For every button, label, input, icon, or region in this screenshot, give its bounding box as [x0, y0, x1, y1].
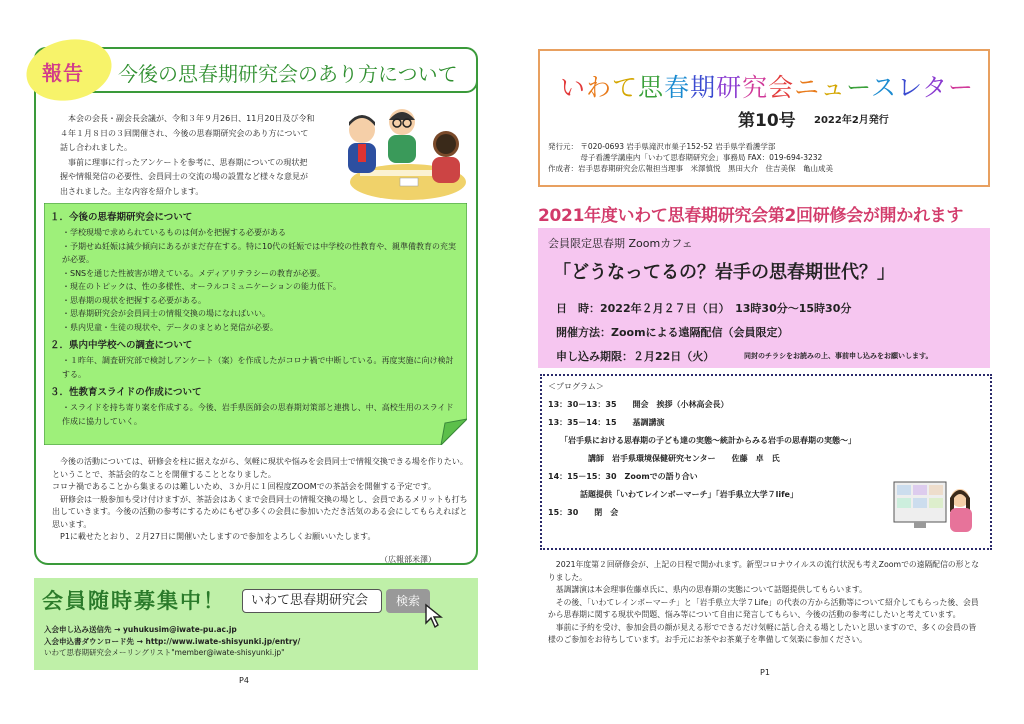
- intro-paragraph-2: 事前に理事に行ったアンケートを参考に、思春期についての現状把握や情報発信の必要性、会員同士の交流の場の設置など様々な意見が出されました。主な内容を紹介します。: [60, 157, 308, 196]
- recruit-email-line: 入会申し込み送信先 → yuhukusim@iwate-pu.ac.jp: [44, 625, 237, 634]
- recruit-title: 会員随時募集中！: [42, 589, 226, 613]
- description-paragraph: その後、「いわてレインボーマーチ」と「岩手県立大学７Life」の代表の方から活動等について紹介してもらった後、会員から思春期に関する現状や問題、悩み等について自由に発言してもらい、今後の活動の参考にしたいと考えています。: [548, 597, 979, 619]
- zoom-cafe-label: 会員限定思春期 Zoomカフェ: [548, 237, 693, 250]
- conclusion-paragraph: コロナ禍であることから集まるのは難しいため、３か月に１回程度ZOOMでの茶話会を開催する予定です。: [52, 482, 437, 491]
- report-signature: （広報部米澤）: [380, 555, 436, 564]
- newsletter-title: [560, 68, 974, 104]
- section-1-item: ・学校現場で求められているものは何かを把握する必要がある: [62, 228, 286, 237]
- program-item: 13：30－13：35 開会 挨拶（小林高会長）: [548, 400, 729, 409]
- program-item: 講師 岩手県環境保健研究センター 佐藤 卓 氏: [548, 454, 780, 463]
- section-1-item: ・予期せぬ妊娠は減少傾向にあるがまだ存在する。特に10代の妊娠では中学校の性教育や、親準備教育の充実が必要。: [62, 241, 457, 264]
- program-list: [548, 378, 856, 522]
- page-number-right: P1: [760, 668, 770, 677]
- intro-paragraph-1: 本会の会長・副会長会議が、令和３年９月26日、11月20日及び令和４年１月８日の３回開催され、今後の思春期研究会のあり方について話し合われました。: [60, 114, 315, 152]
- recruit-info: [44, 624, 464, 659]
- section-1-item: ・思春期研究会が会員同士の情報交換の場になればいい。: [62, 309, 270, 318]
- issue-date: 2022年2月発行: [814, 115, 889, 126]
- program-item: 15：30 閉 会: [548, 508, 619, 517]
- event-theme: 「どうなってるの？岩手の思春期世代？」: [553, 262, 895, 283]
- page-number-left: P4: [239, 676, 249, 685]
- program-item: 「岩手県における思春期の子ども達の実態～統計からみる岩手の思春期の実態～」: [548, 436, 856, 445]
- search-button: 検索: [386, 589, 430, 613]
- zoom-meeting-illustration: [892, 478, 976, 538]
- issue-number: 第10号: [738, 111, 796, 131]
- event-datetime: 日 時：2022年２月２７日（日） 13時30分～15時30分: [556, 302, 852, 315]
- meeting-heading: 2021年度いわて思春期研究会第2回研修会が開かれます: [538, 206, 964, 226]
- recruit-download-line: 入会申込書ダウンロード先 → http://www.iwate-shisyunki.jp/entry/: [44, 636, 301, 646]
- recruit-mailinglist-line: いわて思春期研究会メーリングリスト"member@iwate-shisyunki.jp": [44, 648, 285, 657]
- conclusion-paragraph: 今後の活動については、研修会を柱に据えながら、気軽に現状や悩みを会員同士で情報交換できる場を作りたい。ということで、茶話会的なことを開催することとなりました。: [52, 457, 468, 479]
- meeting-people-illustration: [330, 100, 472, 208]
- event-method: 開催方法：Zoomによる遠隔配信（会員限定）: [556, 326, 789, 339]
- report-intro: [60, 112, 315, 199]
- program-title: ＜プログラム＞: [548, 382, 604, 391]
- section-3-item: ・スライドを持ち寄り案を作成する。今後、岩手県医師会の思春期対策部と連携し、中、高校生用のスライド作成に協力していく。: [62, 403, 454, 426]
- report-conclusion: [52, 456, 470, 544]
- event-deadline-note: 同封のチラシをお読みの上、事前申し込みをお願いします。: [744, 352, 933, 360]
- report-badge-text: 報告: [42, 61, 84, 85]
- newsletter-title-text: いわて思春期研究会ニュースレター: [560, 73, 974, 102]
- event-description: [548, 559, 984, 647]
- section-3-title: ３．性教育スライドの作成について: [50, 387, 202, 398]
- description-paragraph: 事前に予約を受け、参加会員の顔が見える形でできるだけ気軽に話し合える場としたいと思いますので、多くの会員の皆様のご参加をお待ちしています。お手元にお茶やお茶菓子を準備して気楽に参加ください。: [548, 622, 977, 644]
- publisher-line: 発行元： 〒020-0693 岩手県滝沢市巣子152-52 岩手県学看護学部: [548, 142, 776, 151]
- section-1-item: ・現在のトピックは、性の多様性、オーラルコミュニケーションの能力低下。: [62, 282, 341, 291]
- summary-section-1: [50, 210, 460, 428]
- section-1-item: ・県内児童・生徒の現状や、データのまとめと発信が必要。: [62, 322, 278, 332]
- program-item: 14：15－15：30 Zoomでの語り合い: [548, 472, 698, 481]
- description-paragraph: 2021年度第２回研修会が、上記の日程で開かれます。新型コロナウイルスの流行状況も考えZoomでの遠隔配信の形となりました。: [548, 560, 980, 582]
- event-deadline: 申し込み期限：２月22日（火）: [556, 350, 715, 363]
- conclusion-paragraph: P1に載せたとおり、２月27日に開催いたしますので参加をよろしくお願いいたします。: [60, 532, 376, 541]
- publisher-line: 作成者：岩手思春期研究会広報担当理事 米澤慎悦 黒田大介 住吉美保 亀山成美: [548, 164, 833, 173]
- program-item: 13：35－14：15 基調講演: [548, 418, 665, 427]
- publisher-line: 母子看護学講座内「いわて思春期研究会」事務局 FAX：019-694-3232: [548, 153, 823, 162]
- section-1-item: ・思春期の現状を把握する必要がある。: [62, 295, 206, 305]
- program-item: 話題提供「いわてレインボーマーチ」「岩手県立大学７life」: [548, 490, 798, 499]
- search-box: いわて思春期研究会: [242, 589, 382, 613]
- section-2-title: ２．県内中学校への調査について: [50, 340, 193, 351]
- section-2-item: ・１昨年、調査研究部で検討しアンケート（案）を作成したがコロナ禍で中断している。再度実施に向け検討する。: [62, 356, 454, 379]
- conclusion-paragraph: 研修会は一般参加も受け付けますが、茶話会はあくまで会員同士の情報交換の場とし、会員であるメリットも打ち出していきます。今後の活動の参考にするためにもぜひ多くの会員に参加いただき活気のある会にしてもらえればと思います。: [52, 494, 468, 529]
- publisher-info: [548, 141, 984, 174]
- section-1-item: ・SNSを通じた性被害が増えている。メディアリテラシーの教育が必要。: [62, 268, 326, 278]
- description-paragraph: 基調講演は本会理事佐藤卓氏に、県内の思春期の実態について話題提供してもらいます。: [555, 585, 867, 594]
- report-heading: 今後の思春期研究会のあり方について: [118, 62, 458, 86]
- section-1-title: １．今後の思春期研究会について: [50, 212, 193, 223]
